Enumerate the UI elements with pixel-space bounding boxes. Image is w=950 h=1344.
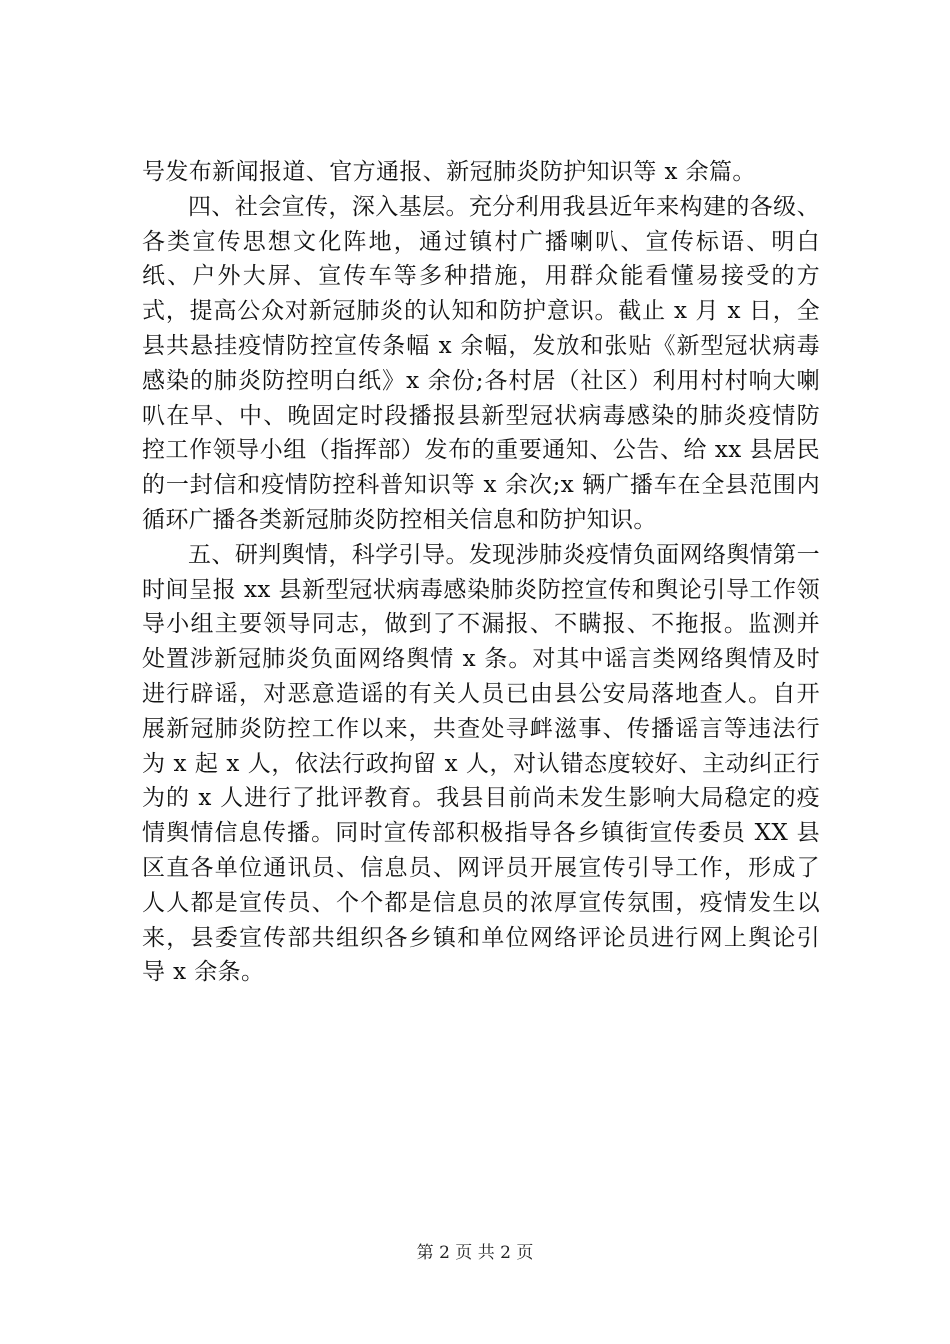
paragraph-social-publicity: 四、社会宣传，深入基层。充分利用我县近年来构建的各级、各类宣传思想文化阵地，通过镇村广播喇叭、宣传标语、明白纸、户外大屏、宣传车等多种措施，用群众能看懂易接受的方式，提高公众对新冠肺炎的认知和防护意识。截止 x 月 x 日，全县共悬挂疫情防控宣传条幅 x 余幅，发放和张贴《新型冠状病毒感染的肺炎防控明白纸》x 余份;各村居（社区）利用村村响大喇叭在早、中、晚固定时段播报县新型冠状病毒感染的肺炎疫情防控工作领导小组（指挥部）发布的重要通知、公告、给 xx 县居民的一封信和疫情防控科普知识等 x 余次;x 辆广播车在全县范围内循环广播各类新冠肺炎防控相关信息和防护知识。 xyxy=(142,193,820,533)
page-footer: 第 2 页 共 2 页 xyxy=(416,1243,534,1263)
document-body xyxy=(142,155,820,990)
paragraph-continuation: 号发布新闻报道、官方通报、新冠肺炎防护知识等 x 余篇。 xyxy=(142,159,756,185)
paragraph-public-opinion: 五、研判舆情，科学引导。发现涉肺炎疫情负面网络舆情第一时间呈报 xx 县新型冠状病毒感染肺炎防控宣传和舆论引导工作领导小组主要领导同志，做到了不漏报、不瞒报、不拖报。监测并处置涉新冠肺炎负面网络舆情 x 条。对其中谣言类网络舆情及时进行辟谣，对恶意造谣的有关人员已由县公安局落地查人。自开展新冠肺炎防控工作以来，共查处寻衅滋事、传播谣言等违法行为 x 起 x 人，依法行政拘留 x 人，对认错态度较好、主动纠正行为的 x 人进行了批评教育。我县目前尚未发生影响大局稳定的疫情舆情信息传播。同时宣传部积极指导各乡镇街宣传委员 XX 县区直各单位通讯员、信息员、网评员开展宣传引导工作，形成了人人都是宣传员、个个都是信息员的浓厚宣传氛围，疫情发生以来，县委宣传部共组织各乡镇和单位网络评论员进行网上舆论引导 x 余条。 xyxy=(142,541,820,986)
